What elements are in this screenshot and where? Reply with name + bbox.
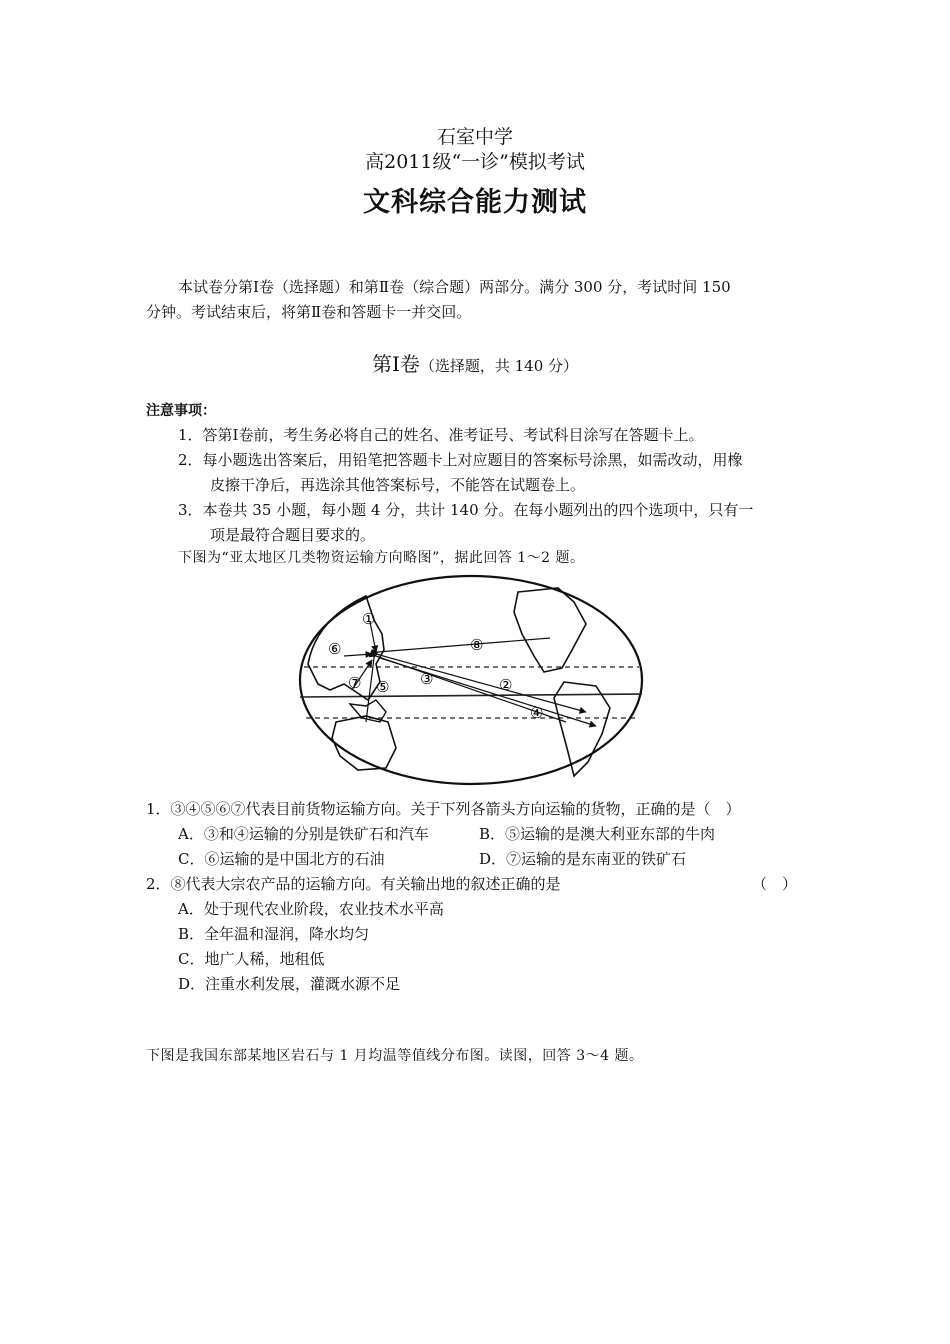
- figure-2-caption: 下图是我国东部某地区岩石与 1 月均温等值线分布图。读图，回答 3～4 题。: [146, 1048, 644, 1064]
- section-subtitle: （选择题，共 140 分）: [419, 357, 579, 375]
- section-heading: [0, 348, 950, 377]
- q1-option-b: B．⑤运输的是澳大利亚东部的牛肉: [479, 825, 716, 843]
- q2-option-a: A．处于现代农业阶段，农业技术水平高: [178, 900, 444, 918]
- q1-option-c: C．⑥运输的是中国北方的石油: [178, 850, 385, 868]
- notice-heading: 注意事项：: [146, 403, 216, 419]
- notice-item-2: 2．每小题选出答案后，用铅笔把答题卡上对应题目的答案标号涂黑，如需改动，用橡: [178, 451, 743, 469]
- q1-stem: 1．③④⑤⑥⑦代表目前货物运输方向。关于下列各箭头方向运输的货物，正确的是（ ）: [146, 800, 741, 818]
- label-2: ②: [499, 676, 513, 694]
- intro-line-1: 本试卷分第Ⅰ卷（选择题）和第Ⅱ卷（综合题）两部分。满分 300 分，考试时间 150: [178, 278, 731, 296]
- intro-line-2: 分钟。考试结束后，将第Ⅱ卷和答题卡一并交回。: [146, 303, 472, 321]
- q2-option-d: D．注重水利发展，灌溉水源不足: [178, 975, 401, 993]
- figure-1-caption: 下图为“亚太地区几类物资运输方向略图”，据此回答 1～2 题。: [178, 550, 585, 566]
- notice-item-3: 3．本卷共 35 小题，每小题 4 分，共计 140 分。在每小题列出的四个选项中，只有一: [178, 501, 754, 519]
- q2-answer-paren: （ ）: [752, 875, 798, 893]
- subject-title: 文科综合能力测试: [363, 187, 587, 218]
- label-1: ①: [362, 610, 376, 628]
- q1-option-a: A．③和④运输的分别是铁矿石和汽车: [178, 825, 429, 843]
- notice-item-1: 1．答第Ⅰ卷前，考生务必将自己的姓名、准考证号、考试科目涂写在答题卡上。: [178, 426, 704, 444]
- section-title: 第Ⅰ卷: [371, 352, 420, 376]
- exam-title: 高2011级“一诊”模拟考试: [365, 151, 585, 173]
- notice-item-2-cont: 皮擦干净后，再选涂其他答案标号，不能答在试题卷上。: [210, 476, 586, 494]
- school-name: 石室中学: [436, 126, 513, 148]
- q1-option-d: D．⑦运输的是东南亚的铁矿石: [479, 850, 687, 868]
- transport-map-figure: [296, 572, 646, 790]
- notice-item-3-cont: 项是最符合题目要求的。: [210, 526, 376, 544]
- label-7: ⑦: [348, 674, 362, 692]
- q2-option-c: C．地广人稀，地租低: [178, 950, 325, 968]
- label-6: ⑥: [328, 640, 342, 658]
- label-5: ⑤: [376, 678, 390, 696]
- q2-stem: 2．⑧代表大宗农产品的运输方向。有关输出地的叙述正确的是: [146, 875, 561, 893]
- q2-option-b: B．全年温和湿润，降水均匀: [178, 925, 370, 943]
- label-3: ③: [420, 670, 434, 688]
- label-4: ④: [530, 704, 544, 722]
- label-8: ⑧: [470, 636, 484, 654]
